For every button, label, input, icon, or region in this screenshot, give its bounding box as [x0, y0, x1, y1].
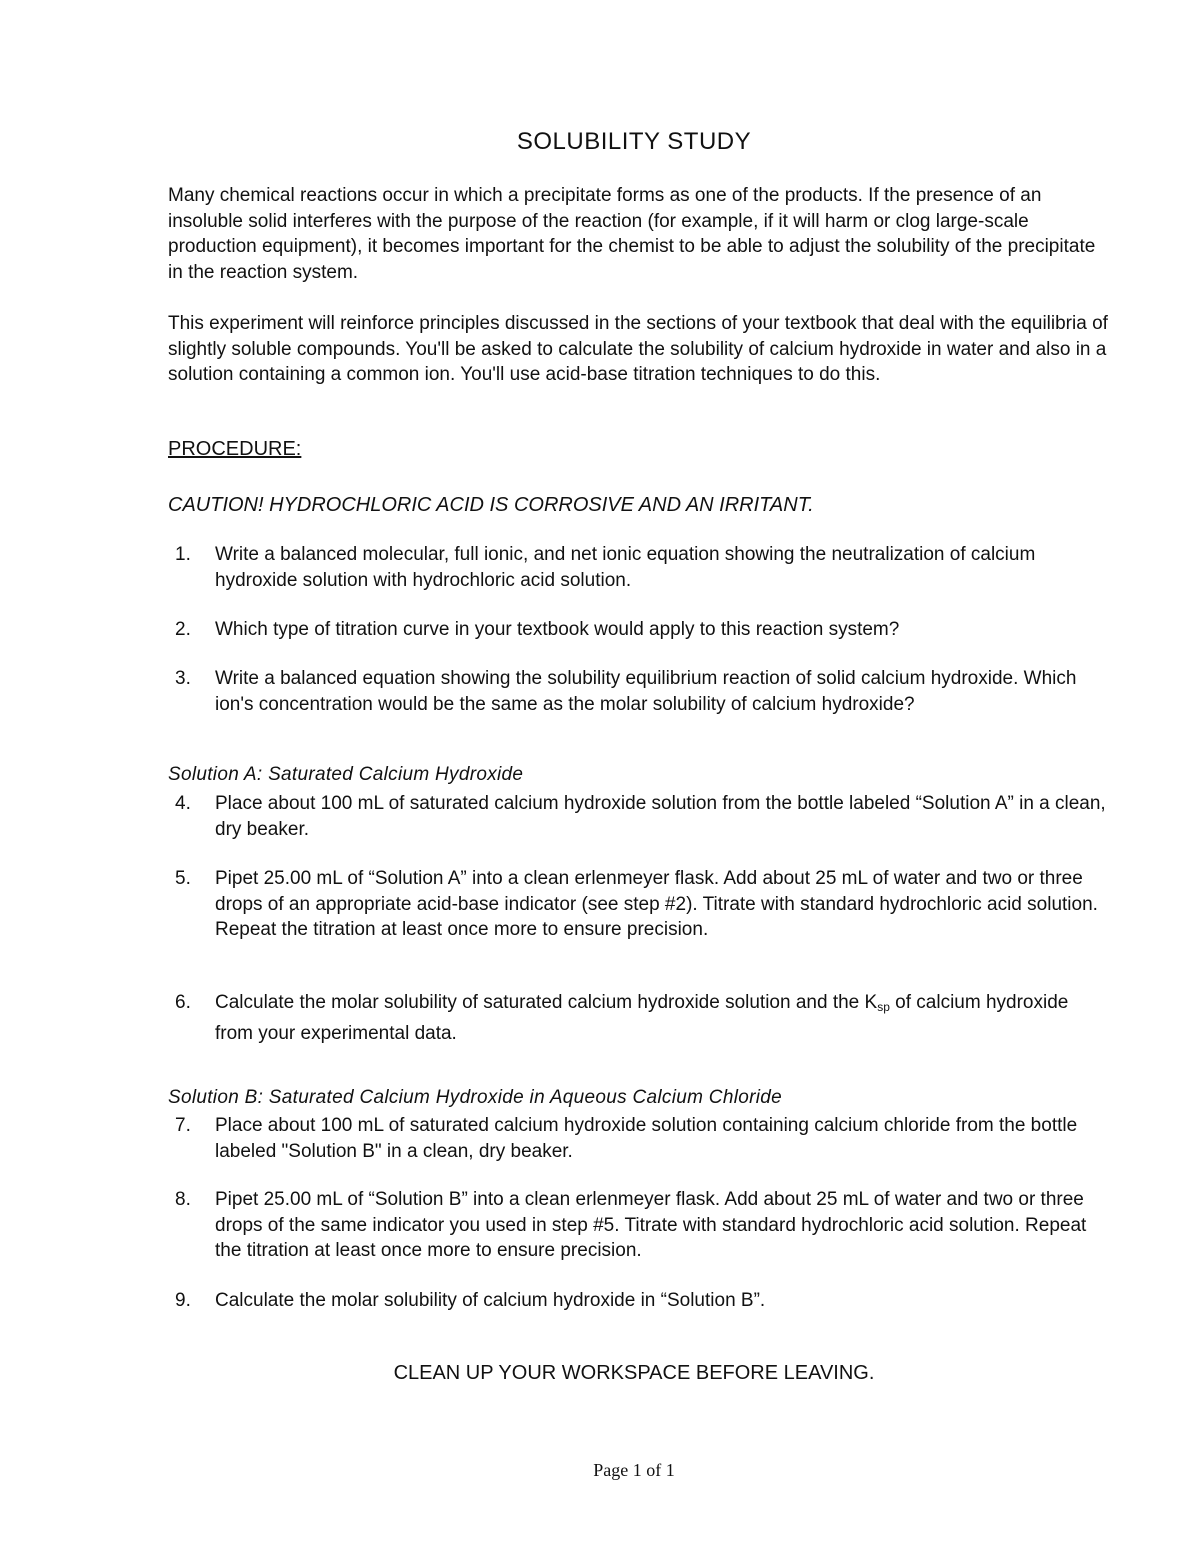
- step-text: Calculate the molar solubility of calcium hydroxide in “Solution B”.: [215, 1290, 766, 1311]
- step-text: [215, 990, 1108, 1046]
- step-text: Place about 100 mL of saturated calcium hydroxide solution containing calcium chloride from the bottle labeled "Solution B" in a clean, dry beaker.: [215, 1115, 1078, 1162]
- step-text: Pipet 25.00 mL of “Solution A” into a clean erlenmeyer flask. Add about 25 mL of water and two or three drops of an appropriate acid-base indicator (see step #2). Titrate with standard hydrochloric acid solution. Repeat the titration at least once more to ensure precision.: [215, 868, 1098, 940]
- caution-warning: CAUTION! HYDROCHLORIC ACID IS CORROSIVE AND AN IRRITANT.: [168, 494, 814, 516]
- step-number: 9.: [175, 1290, 191, 1311]
- procedure-step-7: [168, 1113, 1108, 1164]
- procedure-step-6: [168, 990, 1108, 1046]
- step-number: 4.: [175, 793, 191, 814]
- document-title: SOLUBILITY STUDY: [516, 128, 752, 155]
- procedure-step-4: [168, 791, 1108, 842]
- procedure-step-5: [168, 866, 1108, 943]
- ksp-subscript: sp: [877, 1000, 890, 1014]
- step-number: 3.: [175, 668, 191, 689]
- step-text: Which type of titration curve in your textbook would apply to this reaction system?: [215, 619, 900, 640]
- procedure-step-2: [168, 617, 1108, 643]
- procedure-step-1: [168, 542, 1108, 593]
- intro-paragraph-1: Many chemical reactions occur in which a precipitate forms as one of the products. If the presence of an insoluble solid interferes with the purpose of the reaction (for example, if it will harm or clog large-scale production equipment), it becomes important for the chemist to be able to adjust the solubility of the precipitate in the reaction system.: [168, 185, 1096, 283]
- page-footer: Page 1 of 1: [593, 1460, 675, 1480]
- step-number: 6.: [175, 992, 191, 1013]
- procedure-step-8: [168, 1187, 1108, 1264]
- step-text-after: of calcium hydroxide from your experimental data.: [215, 992, 1069, 1044]
- procedure-heading: PROCEDURE:: [168, 438, 302, 460]
- step-number: 8.: [175, 1189, 191, 1210]
- step-number: 2.: [175, 619, 191, 640]
- step-number: 5.: [175, 868, 191, 889]
- solution-b-subheading: Solution B: Saturated Calcium Hydroxide in Aqueous Calcium Chloride: [168, 1087, 782, 1108]
- step-text-before: Calculate the molar solubility of saturated calcium hydroxide solution and the K: [215, 992, 878, 1013]
- step-text: Write a balanced equation showing the solubility equilibrium reaction of solid calcium hydroxide. Which ion's concentration would be the same as the molar solubility of calcium hydroxide?: [215, 668, 1077, 715]
- step-text: Pipet 25.00 mL of “Solution B” into a clean erlenmeyer flask. Add about 25 mL of water and two or three drops of the same indicator you used in step #5. Titrate with standard hydrochloric acid solution. Repeat the titration at least once more to ensure precision.: [215, 1189, 1087, 1261]
- closing-instruction: CLEAN UP YOUR WORKSPACE BEFORE LEAVING.: [393, 1362, 875, 1384]
- solution-a-subheading: Solution A: Saturated Calcium Hydroxide: [168, 764, 524, 785]
- intro-paragraph-2: This experiment will reinforce principles discussed in the sections of your textbook that deal with the equilibria of slightly soluble compounds. You'll be asked to calculate the solubility of calcium hydroxide in water and also in a solution containing a common ion. You'll use acid-base titration techniques to do this.: [168, 313, 1108, 385]
- procedure-step-9: [168, 1288, 1108, 1314]
- step-text: Place about 100 mL of saturated calcium hydroxide solution from the bottle labeled “Solution A” in a clean, dry beaker.: [215, 793, 1106, 840]
- step-text: Write a balanced molecular, full ionic, and net ionic equation showing the neutralization of calcium hydroxide solution with hydrochloric acid solution.: [215, 544, 1036, 591]
- procedure-step-3: [168, 666, 1108, 717]
- step-number: 1.: [175, 544, 191, 565]
- step-number: 7.: [175, 1115, 191, 1136]
